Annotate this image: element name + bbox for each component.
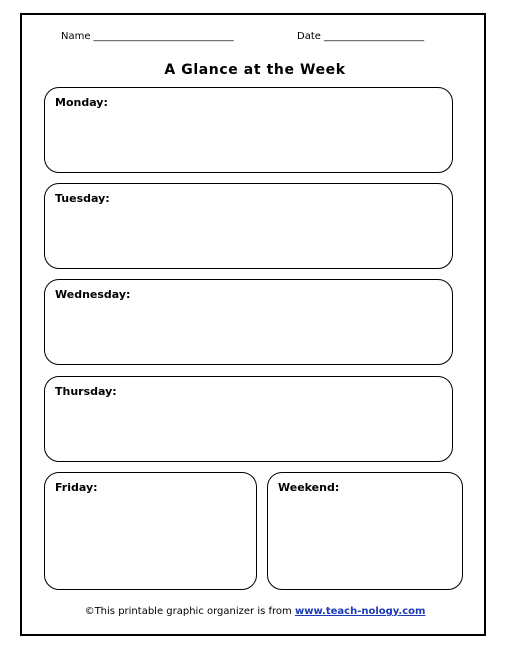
thursday-label: Thursday:: [55, 385, 117, 398]
footer-text: ©This printable graphic organizer is from: [84, 606, 295, 617]
tuesday-label: Tuesday:: [55, 192, 110, 205]
wednesday-label: Wednesday:: [55, 288, 131, 301]
footer: [0, 606, 510, 617]
weekend-box: [267, 472, 463, 590]
weekend-label: Weekend:: [278, 481, 340, 494]
friday-box: [44, 472, 257, 590]
date-line: Date ____________________: [297, 31, 425, 42]
worksheet-title: A Glance at the Week: [164, 62, 346, 78]
footer-link[interactable]: www.teach-nology.com: [294, 606, 426, 617]
tuesday-box: [44, 183, 453, 269]
wednesday-box: [44, 279, 453, 365]
monday-label: Monday:: [55, 96, 108, 109]
monday-box: [44, 87, 453, 173]
name-line: Name ____________________________: [61, 31, 234, 42]
thursday-box: [44, 376, 453, 462]
friday-label: Friday:: [55, 481, 98, 494]
